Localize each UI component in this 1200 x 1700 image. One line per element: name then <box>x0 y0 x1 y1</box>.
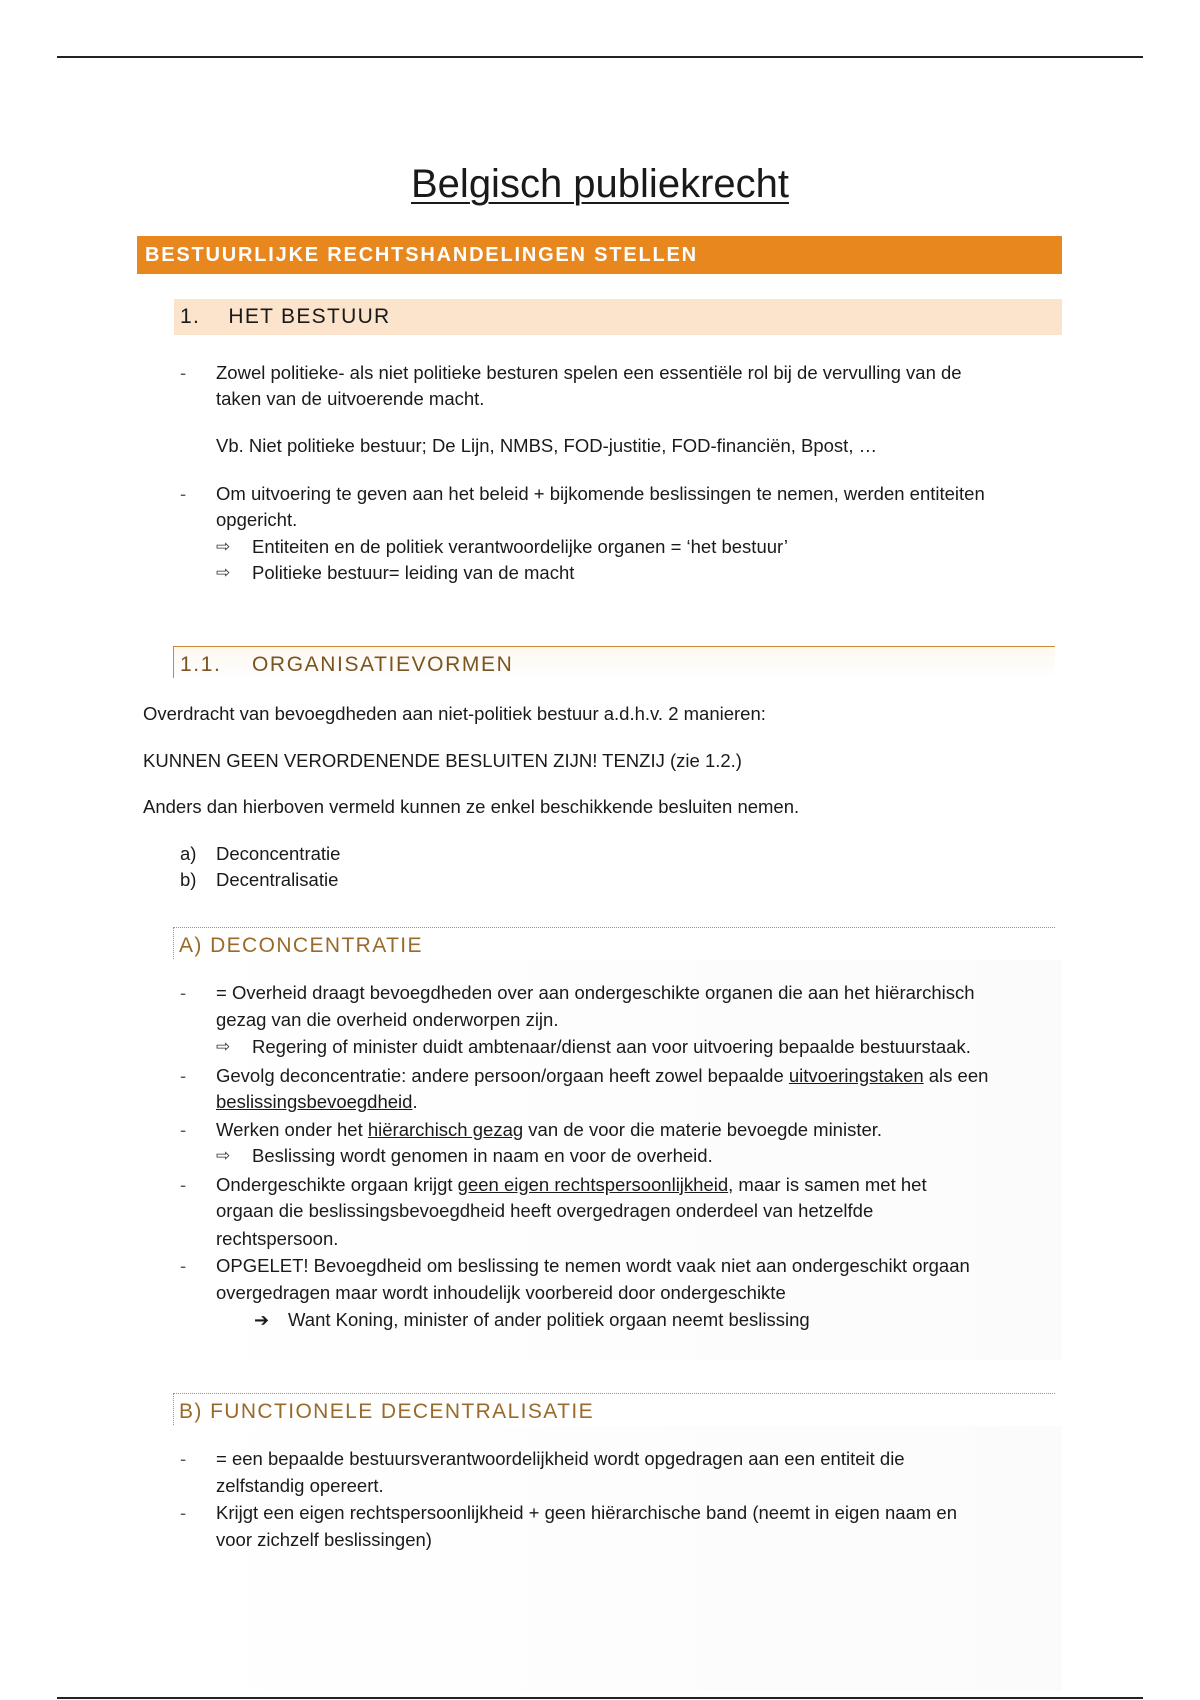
section-b-heading <box>173 1393 1055 1425</box>
bullet-dash: - <box>180 1255 187 1276</box>
sa-line-9: orgaan die beslissingsbevoegdheid heeft overgedragen onderdeel van hetzelfde <box>216 1200 874 1221</box>
s1-bullet1-line2: taken van de uitvoerende macht. <box>216 388 485 409</box>
sa-line-5: beslissingsbevoegdheid. <box>216 1091 418 1112</box>
hollow-arrow-icon: ⇨ <box>216 1037 231 1056</box>
s1-sub2: Politieke bestuur= leiding van de macht <box>252 562 575 583</box>
hollow-arrow-icon: ⇨ <box>216 537 231 556</box>
bullet-dash: - <box>180 1174 187 1195</box>
section-a-marker: A) <box>179 934 203 957</box>
section-1-1-title: ORGANISATIEVORMEN <box>252 653 514 676</box>
page-title: Belgisch publiekrecht <box>411 162 789 206</box>
bottom-rule <box>57 1697 1143 1699</box>
bullet-dash: - <box>180 1065 187 1086</box>
heading-1-bar: BESTUURLIJKE RECHTSHANDELINGEN STELLEN <box>137 236 1062 274</box>
section-1-number: 1. <box>180 305 201 328</box>
list-item-deconcentratie: Deconcentratie <box>216 843 341 864</box>
bullet-dash: - <box>180 1448 187 1469</box>
top-rule <box>57 56 1143 58</box>
bullet-dash: - <box>180 362 187 383</box>
sb-line-3: Krijgt een eigen rechtspersoonlijkheid + geen hiërarchische band (neemt in eigen naam en <box>216 1502 957 1523</box>
bullet-dash: - <box>180 982 187 1003</box>
s1-bullet2-line1: Om uitvoering te geven aan het beleid + bijkomende beslissingen te nemen, werden entiteiten <box>216 483 985 504</box>
bullet-dash: - <box>180 1502 187 1523</box>
s1-example: Vb. Niet politieke bestuur; De Lijn, NMBS, FOD-justitie, FOD-financiën, Bpost, … <box>216 435 878 456</box>
sa-line-2: gezag van die overheid onderworpen zijn. <box>216 1009 559 1030</box>
sa-line-8: Ondergeschikte orgaan krijgt geen eigen rechtspersoonlijkheid, maar is samen met het <box>216 1174 927 1195</box>
sa-line-4: Gevolg deconcentratie: andere persoon/orgaan heeft zowel bepaalde uitvoeringstaken als een <box>216 1065 989 1086</box>
s1-bullet2-line2: opgericht. <box>216 509 298 530</box>
bullet-dash: - <box>180 483 187 504</box>
section-b-title: FUNCTIONELE DECENTRALISATIE <box>210 1400 595 1423</box>
sb-line-4: voor zichzelf beslissingen) <box>216 1529 432 1550</box>
bullet-dash: - <box>180 1119 187 1140</box>
section-1-1-heading <box>173 646 1055 678</box>
section-a-title: DECONCENTRATIE <box>210 934 423 957</box>
section-b-marker: B) <box>179 1400 203 1423</box>
sa-line-6: Werken onder het hiërarchisch gezag van de voor die materie bevoegde minister. <box>216 1119 883 1140</box>
sa-line-1: = Overheid draagt bevoegdheden over aan ondergeschikte organen die aan het hiërarchisch <box>216 982 975 1003</box>
s11-paragraph-2: KUNNEN GEEN VERORDENENDE BESLUITEN ZIJN! TENZIJ (zie 1.2.) <box>143 750 742 771</box>
sb-line-1: = een bepaalde bestuursverantwoordelijkheid wordt opgedragen aan een entiteit die <box>216 1448 905 1469</box>
sa-line-11: OPGELET! Bevoegdheid om beslissing te nemen wordt vaak niet aan ondergeschikt orgaan <box>216 1255 970 1276</box>
sa-line-10: rechtspersoon. <box>216 1228 339 1249</box>
hollow-arrow-icon: ⇨ <box>216 563 231 582</box>
sa-line-7: Beslissing wordt genomen in naam en voor de overheid. <box>252 1145 713 1166</box>
hollow-arrow-icon: ⇨ <box>216 1146 231 1165</box>
list-item-decentralisatie: Decentralisatie <box>216 869 339 890</box>
s1-sub1: Entiteiten en de politiek verantwoordelijke organen = ‘het bestuur’ <box>252 536 788 557</box>
s11-paragraph-3: Anders dan hierboven vermeld kunnen ze enkel beschikkende besluiten nemen. <box>143 796 800 817</box>
s11-paragraph-1: Overdracht van bevoegdheden aan niet-politiek bestuur a.d.h.v. 2 manieren: <box>143 703 766 724</box>
sa-line-13: Want Koning, minister of ander politiek orgaan neemt beslissing <box>288 1309 810 1330</box>
bold-arrow-icon: ➔ <box>254 1310 270 1330</box>
section-1-title: HET BESTUUR <box>228 305 391 328</box>
sa-line-3: Regering of minister duidt ambtenaar/dienst aan voor uitvoering bepaalde bestuurstaak. <box>252 1036 971 1057</box>
section-a-heading <box>173 927 1055 959</box>
s1-bullet1-line1: Zowel politieke- als niet politieke besturen spelen een essentiële rol bij de vervulling van de <box>216 362 962 383</box>
list-marker-b: b) <box>180 869 197 890</box>
section-1-1-number: 1.1. <box>180 653 222 676</box>
section-1-heading <box>174 299 1062 335</box>
sb-line-2: zelfstandig opereert. <box>216 1475 384 1496</box>
list-marker-a: a) <box>180 843 197 864</box>
sa-line-12: overgedragen maar wordt inhoudelijk voorbereid door ondergeschikte <box>216 1282 786 1303</box>
